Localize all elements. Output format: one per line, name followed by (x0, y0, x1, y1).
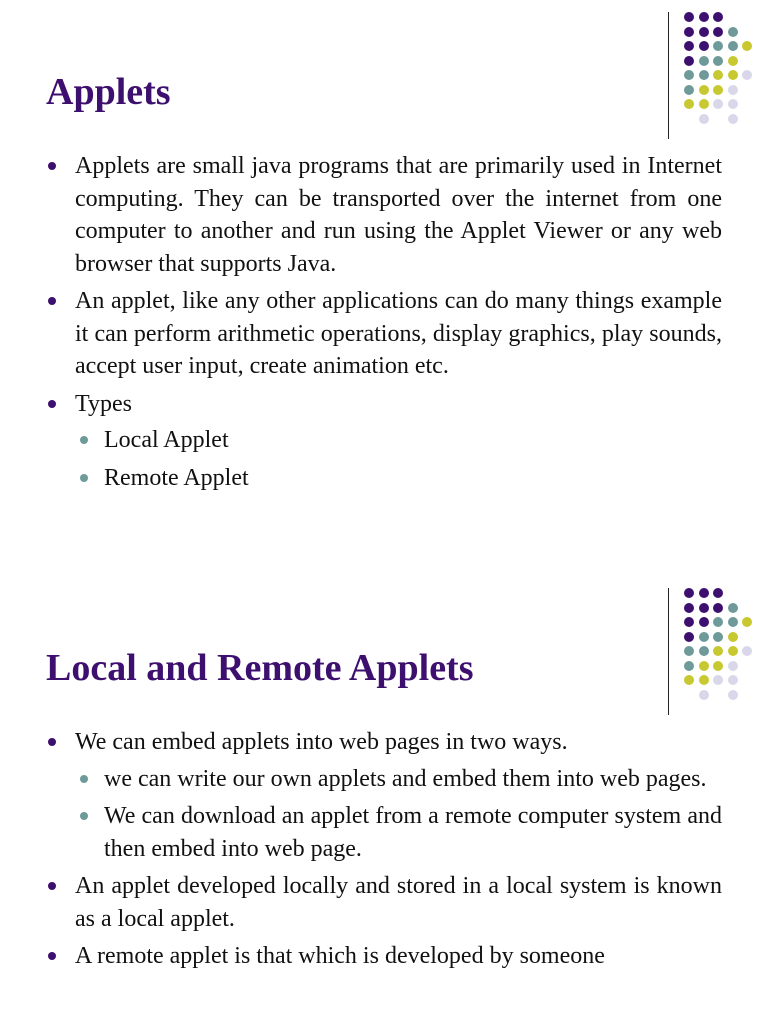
decor-dot (728, 56, 738, 66)
bullet-text: A remote applet is that which is developed by someone (75, 943, 605, 969)
bullet-item (0, 150, 768, 280)
decor-dot (713, 675, 723, 685)
decor-dot (742, 617, 752, 627)
decor-dot (728, 114, 738, 124)
decor-dot (699, 114, 709, 124)
decor-dot (699, 12, 709, 22)
sub-bullet-item (75, 763, 722, 796)
decor-dot (728, 617, 738, 627)
decor-dot (713, 85, 723, 95)
decor-dot (699, 85, 709, 95)
decor-dot (684, 85, 694, 95)
sub-bullet-list (75, 763, 722, 866)
decor-dot (728, 41, 738, 51)
divider-line (668, 588, 669, 715)
bullet-text: Types (75, 390, 132, 417)
slide-title: Applets (46, 71, 171, 113)
bullet-item (0, 285, 768, 383)
decor-dot (699, 27, 709, 37)
decor-dot (728, 603, 738, 613)
decor-dot (699, 632, 709, 642)
sub-bullet-text: Remote Applet (104, 464, 249, 491)
decor-dot (699, 588, 709, 598)
decor-dot (742, 41, 752, 51)
decor-dot (699, 617, 709, 627)
decor-dot (728, 99, 738, 109)
divider-line (668, 12, 669, 139)
decor-dot (684, 632, 694, 642)
bullet-item (0, 870, 768, 935)
decor-dot (684, 646, 694, 656)
decor-dot (728, 85, 738, 95)
decor-dot (713, 99, 723, 109)
bullet-item (0, 726, 768, 865)
decor-dot (684, 41, 694, 51)
decor-dot (684, 675, 694, 685)
decor-dot (684, 661, 694, 671)
decor-dot (684, 56, 694, 66)
decor-dot (684, 27, 694, 37)
decor-dot (699, 41, 709, 51)
decor-dot (699, 661, 709, 671)
sub-bullet-text: Local Applet (104, 427, 229, 453)
decor-dot (728, 661, 738, 671)
decor-dot (742, 646, 752, 656)
sub-bullet-item (75, 462, 722, 495)
decor-dot (713, 603, 723, 613)
decor-dot (728, 690, 738, 700)
slide-title: Local and Remote Applets (46, 647, 474, 689)
sub-bullet-dot (80, 775, 88, 783)
bullet-text: An applet developed locally and stored in a local system is known as a local applet. (75, 873, 722, 932)
decor-dot (728, 675, 738, 685)
decor-dot (699, 646, 709, 656)
bullet-text: We can embed applets into web pages in two ways. (75, 729, 568, 755)
decor-dot (728, 70, 738, 80)
decor-dot (728, 27, 738, 37)
sub-bullet-dot (80, 474, 88, 482)
decor-dot (713, 661, 723, 671)
decor-dot (713, 646, 723, 656)
decor-dot (684, 70, 694, 80)
decor-dot (684, 617, 694, 627)
bullet-dot (48, 952, 56, 960)
decorative-dot-grid (684, 588, 768, 700)
decor-dot (713, 56, 723, 66)
decor-dot (684, 12, 694, 22)
bullet-list (0, 726, 768, 973)
bullet-item (0, 388, 768, 495)
decor-dot (699, 70, 709, 80)
decor-dot (742, 70, 752, 80)
bullet-dot (48, 162, 56, 170)
decor-dot (713, 617, 723, 627)
decor-dot (713, 12, 723, 22)
decor-dot (699, 56, 709, 66)
decor-dot (684, 588, 694, 598)
decor-dot (699, 99, 709, 109)
decor-dot (713, 27, 723, 37)
decorative-dot-grid (684, 12, 768, 124)
decor-dot (713, 588, 723, 598)
bullet-dot (48, 882, 56, 890)
sub-bullet-item (75, 800, 722, 865)
sub-bullet-item (75, 424, 722, 457)
bullet-list (0, 150, 768, 494)
sub-bullet-text: we can write our own applets and embed them into web pages. (104, 765, 707, 792)
bullet-text: Applets are small java programs that are primarily used in Internet computing. They can be transported over the internet from one computer to another and run using the Applet Viewer or any web browser that supports Java. (75, 153, 722, 277)
decor-dot (713, 70, 723, 80)
decor-dot (684, 99, 694, 109)
sub-bullet-dot (80, 436, 88, 444)
bullet-dot (48, 400, 56, 408)
decor-dot (699, 675, 709, 685)
decor-dot (728, 646, 738, 656)
slide-local-remote-applets (0, 576, 768, 1024)
bullet-item (0, 940, 768, 973)
decor-dot (699, 603, 709, 613)
slide-content (0, 150, 768, 499)
bullet-text: An applet, like any other applications can do many things example it can perform arithmetic operations, display graphics, play sounds, accept user input, create animation etc. (75, 288, 722, 379)
sub-bullet-list (75, 424, 722, 494)
decor-dot (713, 632, 723, 642)
decor-dot (713, 41, 723, 51)
slide-content (0, 726, 768, 978)
bullet-dot (48, 297, 56, 305)
sub-bullet-text: We can download an applet from a remote computer system and then embed into web page. (104, 803, 722, 862)
decor-dot (728, 632, 738, 642)
bullet-dot (48, 738, 56, 746)
decor-dot (699, 690, 709, 700)
sub-bullet-dot (80, 812, 88, 820)
decor-dot (684, 603, 694, 613)
